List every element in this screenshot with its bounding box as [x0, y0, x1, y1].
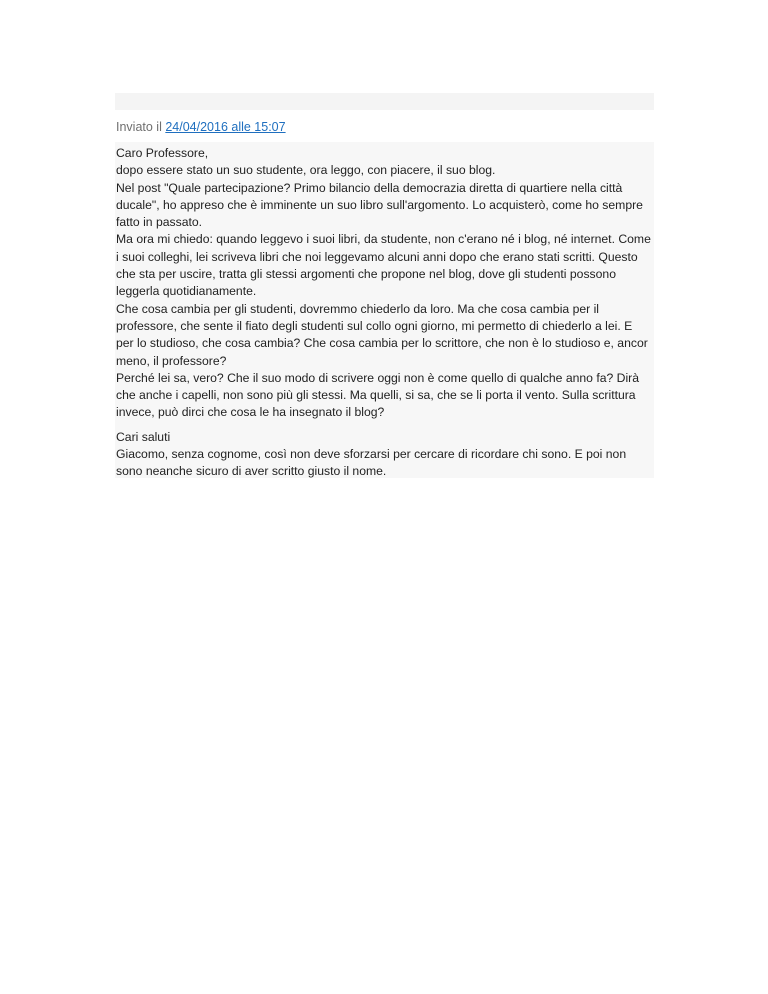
sent-label: Inviato il — [116, 120, 162, 134]
top-bar — [115, 93, 654, 110]
comment-meta — [116, 119, 286, 135]
date-link[interactable]: 24/04/2016 alle 15:07 — [165, 120, 286, 134]
comment-line: dopo essere stato un suo studente, ora leggo, con piacere, il suo blog. — [116, 163, 496, 178]
comment-line: Caro Professore, — [116, 146, 209, 160]
comment-paragraph-2 — [116, 429, 653, 481]
comment-line: Che cosa cambia per gli studenti, dovremmo chiederlo da loro. Ma che cosa cambia per il professore, che sente il fiato degli studenti sul collo ogni giorno, mi permetto di chiederlo a lei. E per lo studioso, che cosa cambia? Che cosa cambia per lo scrittore, che non è lo studioso e, ancor meno, il professore? — [116, 301, 648, 368]
comment-body — [115, 142, 654, 478]
comment-line: Giacomo, senza cognome, così non deve sforzarsi per cercare di ricordare chi sono. E poi non sono neanche sicuro di aver scritto giusto il nome. — [116, 447, 627, 479]
comment-line: Ma ora mi chiedo: quando leggevo i suoi libri, da studente, non c'erano né i blog, né internet. Come i suoi colleghi, lei scriveva libri che noi leggevamo alcuni anni dopo che erano stati scritti. Questo che sta per uscire, tratta gli stessi argomenti che propone nel blog, dove gli studenti possono leggerla quotidianamente. — [116, 232, 651, 299]
comment-line: Cari saluti — [116, 429, 171, 444]
comment-paragraph-1 — [116, 145, 653, 422]
comment-line: Nel post "Quale partecipazione? Primo bilancio della democrazia diretta di quartiere nella città ducale", ho appreso che è imminente un suo libro sull'argomento. Lo acquisterò, come ho sempre fatto in passato. — [116, 180, 643, 230]
comment-line: Perché lei sa, vero? Che il suo modo di scrivere oggi non è come quello di qualche anno fa? Dirà che anche i capelli, non sono più gli stessi. Ma quelli, si sa, che se li porta il vento. Sulla scrittura invece, può dirci che cosa le ha insegnato il blog? — [116, 370, 640, 420]
